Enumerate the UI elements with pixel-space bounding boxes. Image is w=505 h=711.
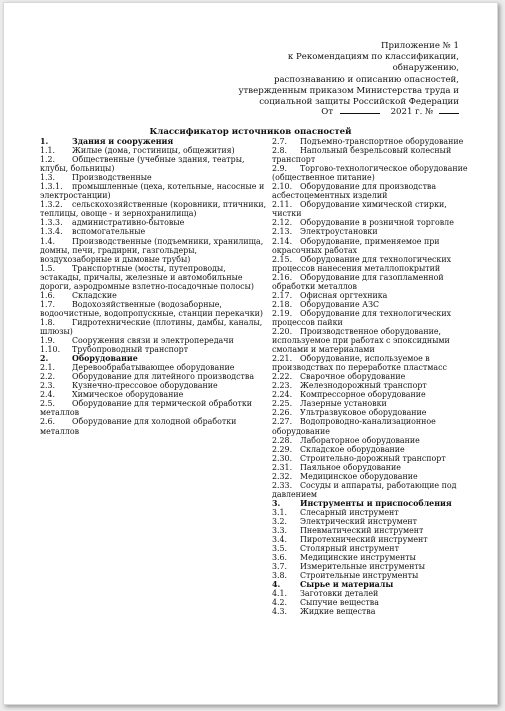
item-text: Кузнечно-прессовое оборудование bbox=[72, 381, 218, 391]
item-text: Транспортные (мосты, путепроводы, эстакады, причалы, железные и автомобильные дороги, аэродромные взлетно-посадочные полосы) bbox=[40, 263, 254, 291]
list-item bbox=[272, 237, 472, 255]
item-number: 1.2. bbox=[40, 155, 56, 165]
item-number: 2.22. bbox=[272, 372, 293, 382]
date-prefix: От bbox=[321, 107, 334, 117]
item-number: 2.24. bbox=[272, 390, 293, 400]
list-item bbox=[272, 137, 472, 146]
list-item bbox=[272, 436, 472, 445]
item-number: 1.3. bbox=[40, 173, 56, 183]
list-item bbox=[40, 318, 268, 336]
list-item bbox=[272, 300, 472, 309]
list-item bbox=[272, 408, 472, 417]
item-number: 2.12. bbox=[272, 218, 293, 228]
appendix-line: утвержденным приказом Министерства труда и bbox=[238, 85, 459, 96]
list-item bbox=[40, 237, 268, 264]
item-number: 1.4. bbox=[40, 236, 56, 246]
list-item bbox=[272, 309, 472, 327]
item-text: Оборудование АЗС bbox=[300, 299, 380, 309]
item-text: Водохозяйственные (водозаборные, водоочистные, водопропускные, станции перекачки) bbox=[40, 299, 263, 318]
list-item bbox=[272, 445, 472, 454]
item-text: Пневматический инструмент bbox=[300, 526, 424, 536]
appendix-line: Приложение № 1 bbox=[381, 41, 459, 51]
left-column bbox=[40, 137, 268, 436]
item-text: Жидкие вещества bbox=[300, 607, 376, 617]
item-number: 2.29. bbox=[272, 444, 293, 454]
item-number: 1.3.4. bbox=[40, 227, 63, 237]
item-text: Лабораторное оборудование bbox=[300, 435, 420, 445]
item-number: 1.8. bbox=[40, 317, 56, 327]
right-column bbox=[272, 137, 472, 616]
list-item bbox=[272, 218, 472, 227]
item-number: 1.10. bbox=[40, 345, 61, 355]
item-text: Строительные инструменты bbox=[300, 571, 419, 581]
list-item bbox=[272, 327, 472, 354]
item-number: 2.10. bbox=[272, 182, 293, 192]
list-item bbox=[272, 517, 472, 526]
item-text: Торгово-технологическое оборудование (общественное питание) bbox=[272, 164, 468, 183]
item-number: 2.18. bbox=[272, 299, 293, 309]
item-text: Оборудование, применяемое при окрасочных работах bbox=[272, 236, 440, 255]
list-item bbox=[40, 300, 268, 318]
item-number: 2.2. bbox=[40, 372, 56, 382]
item-text: Общественные (учебные здания, театры, клубы, больницы) bbox=[40, 155, 245, 174]
list-item bbox=[272, 562, 472, 571]
item-number: 2.23. bbox=[272, 381, 293, 391]
list-item bbox=[40, 173, 268, 182]
list-item bbox=[272, 598, 472, 607]
item-number: 3.2. bbox=[272, 516, 288, 526]
item-number: 3.3. bbox=[272, 526, 288, 536]
item-number: 2.25. bbox=[272, 399, 293, 409]
list-item bbox=[272, 481, 472, 499]
list-item bbox=[272, 354, 472, 372]
item-text: Оборудование химической стирки, чистки bbox=[272, 200, 447, 219]
date-year: 2021 г. № bbox=[390, 107, 434, 117]
item-number: 2.19. bbox=[272, 308, 293, 318]
item-text: административно-бытовые bbox=[72, 218, 185, 228]
item-number: 2.30. bbox=[272, 453, 293, 463]
item-text: Деревообрабатывающее оборудование bbox=[72, 363, 235, 373]
item-text: Водопроводно-канализационное оборудование bbox=[272, 417, 436, 436]
item-text: Трубопроводный транспорт bbox=[72, 345, 189, 355]
item-number: 3.5. bbox=[272, 544, 288, 554]
item-text: Оборудование bbox=[72, 354, 138, 364]
list-item bbox=[272, 291, 472, 300]
item-number: 2.1. bbox=[40, 363, 56, 373]
item-number: 2.26. bbox=[272, 408, 293, 418]
list-item bbox=[40, 155, 268, 173]
document-title: Классификатор источников опасностей bbox=[149, 127, 352, 137]
list-item bbox=[272, 399, 472, 408]
list-item bbox=[272, 589, 472, 598]
list-item bbox=[40, 345, 268, 354]
item-number: 3. bbox=[272, 498, 281, 508]
item-text: Измерительные инструменты bbox=[300, 562, 426, 572]
item-text: вспомогательные bbox=[72, 227, 146, 237]
item-number: 4.3. bbox=[272, 607, 288, 617]
document-page bbox=[3, 2, 498, 705]
item-number: 2. bbox=[40, 354, 49, 364]
item-text: Офисная оргтехника bbox=[300, 290, 388, 300]
section-heading bbox=[272, 580, 472, 589]
item-text: Производственные bbox=[72, 173, 152, 183]
item-number: 2.8. bbox=[272, 146, 288, 156]
item-text: Оборудование для технологических процессов нанесения металлопокрытий bbox=[272, 254, 452, 273]
appendix-line: распознаванию и описанию опасностей, bbox=[273, 74, 459, 85]
list-item bbox=[40, 182, 268, 200]
item-number: 2.7. bbox=[272, 137, 288, 146]
list-item bbox=[272, 182, 472, 200]
list-item bbox=[272, 227, 472, 236]
item-text: Столярный инструмент bbox=[300, 544, 399, 554]
item-text: Компрессорное оборудование bbox=[300, 390, 426, 400]
list-item bbox=[272, 544, 472, 553]
item-number: 4. bbox=[272, 580, 281, 590]
item-number: 1.3.1. bbox=[40, 182, 63, 192]
list-item bbox=[272, 553, 472, 562]
item-text: Здания и сооружения bbox=[72, 137, 174, 146]
item-text: Строительно-дорожный транспорт bbox=[300, 453, 446, 463]
item-number: 1.3.2. bbox=[40, 200, 63, 210]
item-text: Паяльное оборудование bbox=[300, 462, 401, 472]
item-text: Оборудование для литейного производства bbox=[72, 372, 255, 382]
item-text: Оборудование для производства асбестоцементных изделий bbox=[272, 182, 437, 201]
list-item bbox=[272, 164, 472, 182]
item-text: Сооружения связи и электропередачи bbox=[72, 336, 234, 346]
item-number: 2.4. bbox=[40, 390, 56, 400]
item-text: Производственное оборудование, используемое при работах с эпоксидными смолами и материалами bbox=[272, 326, 450, 355]
list-item bbox=[272, 454, 472, 463]
list-item bbox=[272, 390, 472, 399]
item-number: 2.15. bbox=[272, 254, 293, 264]
item-number: 4.1. bbox=[272, 589, 288, 599]
list-item bbox=[272, 463, 472, 472]
item-number: 2.13. bbox=[272, 227, 293, 237]
item-text: Железнодорожный транспорт bbox=[300, 381, 427, 391]
item-text: Химическое оборудование bbox=[72, 390, 184, 400]
item-number: 3.8. bbox=[272, 571, 288, 581]
list-item bbox=[40, 417, 268, 435]
item-text: Складские bbox=[72, 290, 117, 300]
item-text: сельскохозяйственные (коровники, птичники, теплицы, овоще - и зернохранилища) bbox=[40, 200, 267, 219]
item-text: Ультразвуковое оборудование bbox=[300, 408, 427, 418]
item-number: 2.5. bbox=[40, 399, 56, 409]
date-line bbox=[321, 105, 459, 118]
item-number: 4.2. bbox=[272, 598, 288, 608]
item-number: 2.31. bbox=[272, 462, 293, 472]
item-text: Жилые (дома, гостиницы, общежития) bbox=[72, 146, 235, 156]
list-item bbox=[40, 291, 268, 300]
item-number: 1.1. bbox=[40, 146, 56, 156]
list-item bbox=[272, 417, 472, 435]
item-number: 1.7. bbox=[40, 299, 56, 309]
item-number: 2.33. bbox=[272, 480, 293, 490]
item-text: Электроустановки bbox=[300, 227, 378, 237]
list-item bbox=[40, 218, 268, 227]
item-number: 3.7. bbox=[272, 562, 288, 572]
item-text: Гидротехнические (плотины, дамбы, каналы, шлюзы) bbox=[40, 317, 263, 336]
item-number: 1. bbox=[40, 137, 49, 146]
item-text: Оборудование для термической обработки металлов bbox=[40, 399, 253, 418]
list-item bbox=[40, 146, 268, 155]
item-text: Сварочное оборудование bbox=[300, 372, 406, 382]
list-item bbox=[272, 472, 472, 481]
list-item bbox=[272, 381, 472, 390]
section-heading bbox=[40, 137, 268, 146]
item-text: Производственные (подъемники, хранилища, домны, печи, градирни, газгольдеры, воздухозаборные и дымовые трубы) bbox=[40, 236, 264, 264]
section-heading bbox=[40, 354, 268, 363]
item-number: 2.11. bbox=[272, 200, 293, 210]
list-item bbox=[272, 255, 472, 273]
item-text: Оборудование для газопламенной обработки металлов bbox=[272, 272, 444, 291]
item-text: Лазерные установки bbox=[300, 399, 387, 409]
item-number: 3.6. bbox=[272, 553, 288, 563]
list-item bbox=[40, 264, 268, 291]
item-number: 2.28. bbox=[272, 435, 293, 445]
list-item bbox=[272, 526, 472, 535]
item-text: Слесарный инструмент bbox=[300, 507, 399, 517]
date-blank bbox=[340, 105, 380, 114]
list-item bbox=[272, 508, 472, 517]
list-item bbox=[40, 200, 268, 218]
item-text: Пиротехнический инструмент bbox=[300, 535, 428, 545]
item-text: Медицинские инструменты bbox=[300, 553, 416, 563]
appendix-header bbox=[229, 41, 459, 108]
item-number: 2.21. bbox=[272, 354, 293, 364]
item-number: 2.9. bbox=[272, 164, 288, 174]
item-text: Медицинское оборудование bbox=[300, 471, 418, 481]
item-number: 1.5. bbox=[40, 263, 56, 273]
list-item bbox=[40, 390, 268, 399]
appendix-line: к Рекомендациям по классификации, обнаружению, bbox=[287, 52, 459, 74]
item-number: 1.9. bbox=[40, 336, 56, 346]
item-text: Складское оборудование bbox=[300, 444, 405, 454]
item-text: Сырье и материалы bbox=[300, 580, 394, 590]
item-number: 2.32. bbox=[272, 471, 293, 481]
item-text: Сосуды и аппараты, работающие под давлением bbox=[272, 480, 457, 499]
item-text: Сыпучие вещества bbox=[300, 598, 379, 608]
item-text: Оборудование в розничной торговле bbox=[300, 218, 454, 228]
appendix-line: социальной защиты Российской Федерации bbox=[259, 97, 459, 108]
list-item bbox=[40, 399, 268, 417]
list-item bbox=[272, 273, 472, 291]
item-number: 2.20. bbox=[272, 326, 293, 336]
item-number: 3.1. bbox=[272, 507, 288, 517]
item-number: 3.4. bbox=[272, 535, 288, 545]
list-item bbox=[272, 146, 472, 164]
item-text: Оборудование для холодной обработки металлов bbox=[40, 417, 237, 436]
list-item bbox=[40, 336, 268, 345]
list-item bbox=[40, 227, 268, 236]
item-text: промышленные (цеха, котельные, насосные и электростанции) bbox=[40, 182, 265, 201]
item-text: Оборудование для технологических процессов пайки bbox=[272, 308, 452, 327]
item-text: Инструменты и приспособления bbox=[300, 498, 452, 508]
item-number: 2.17. bbox=[272, 290, 293, 300]
number-blank bbox=[439, 105, 459, 114]
list-item bbox=[272, 535, 472, 544]
item-text: Напольный безрельсовый колесный транспорт bbox=[272, 146, 452, 165]
item-number: 1.6. bbox=[40, 290, 56, 300]
list-item bbox=[272, 200, 472, 218]
item-text: Подъемно-транспортное оборудование bbox=[300, 137, 464, 146]
item-number: 2.6. bbox=[40, 417, 56, 427]
item-number: 2.16. bbox=[272, 272, 293, 282]
list-item bbox=[272, 607, 472, 616]
item-number: 2.27. bbox=[272, 417, 293, 427]
item-number: 2.14. bbox=[272, 236, 293, 246]
list-item bbox=[40, 372, 268, 381]
item-number: 1.3.3. bbox=[40, 218, 63, 228]
list-item bbox=[40, 363, 268, 372]
section-heading bbox=[272, 499, 472, 508]
item-text: Оборудование, используемое в производствах по переработке пластмасс bbox=[272, 354, 447, 373]
item-number: 2.3. bbox=[40, 381, 56, 391]
item-text: Заготовки деталей bbox=[300, 589, 379, 599]
list-item bbox=[40, 381, 268, 390]
list-item bbox=[272, 571, 472, 580]
list-item bbox=[272, 372, 472, 381]
item-text: Электрический инструмент bbox=[300, 516, 418, 526]
